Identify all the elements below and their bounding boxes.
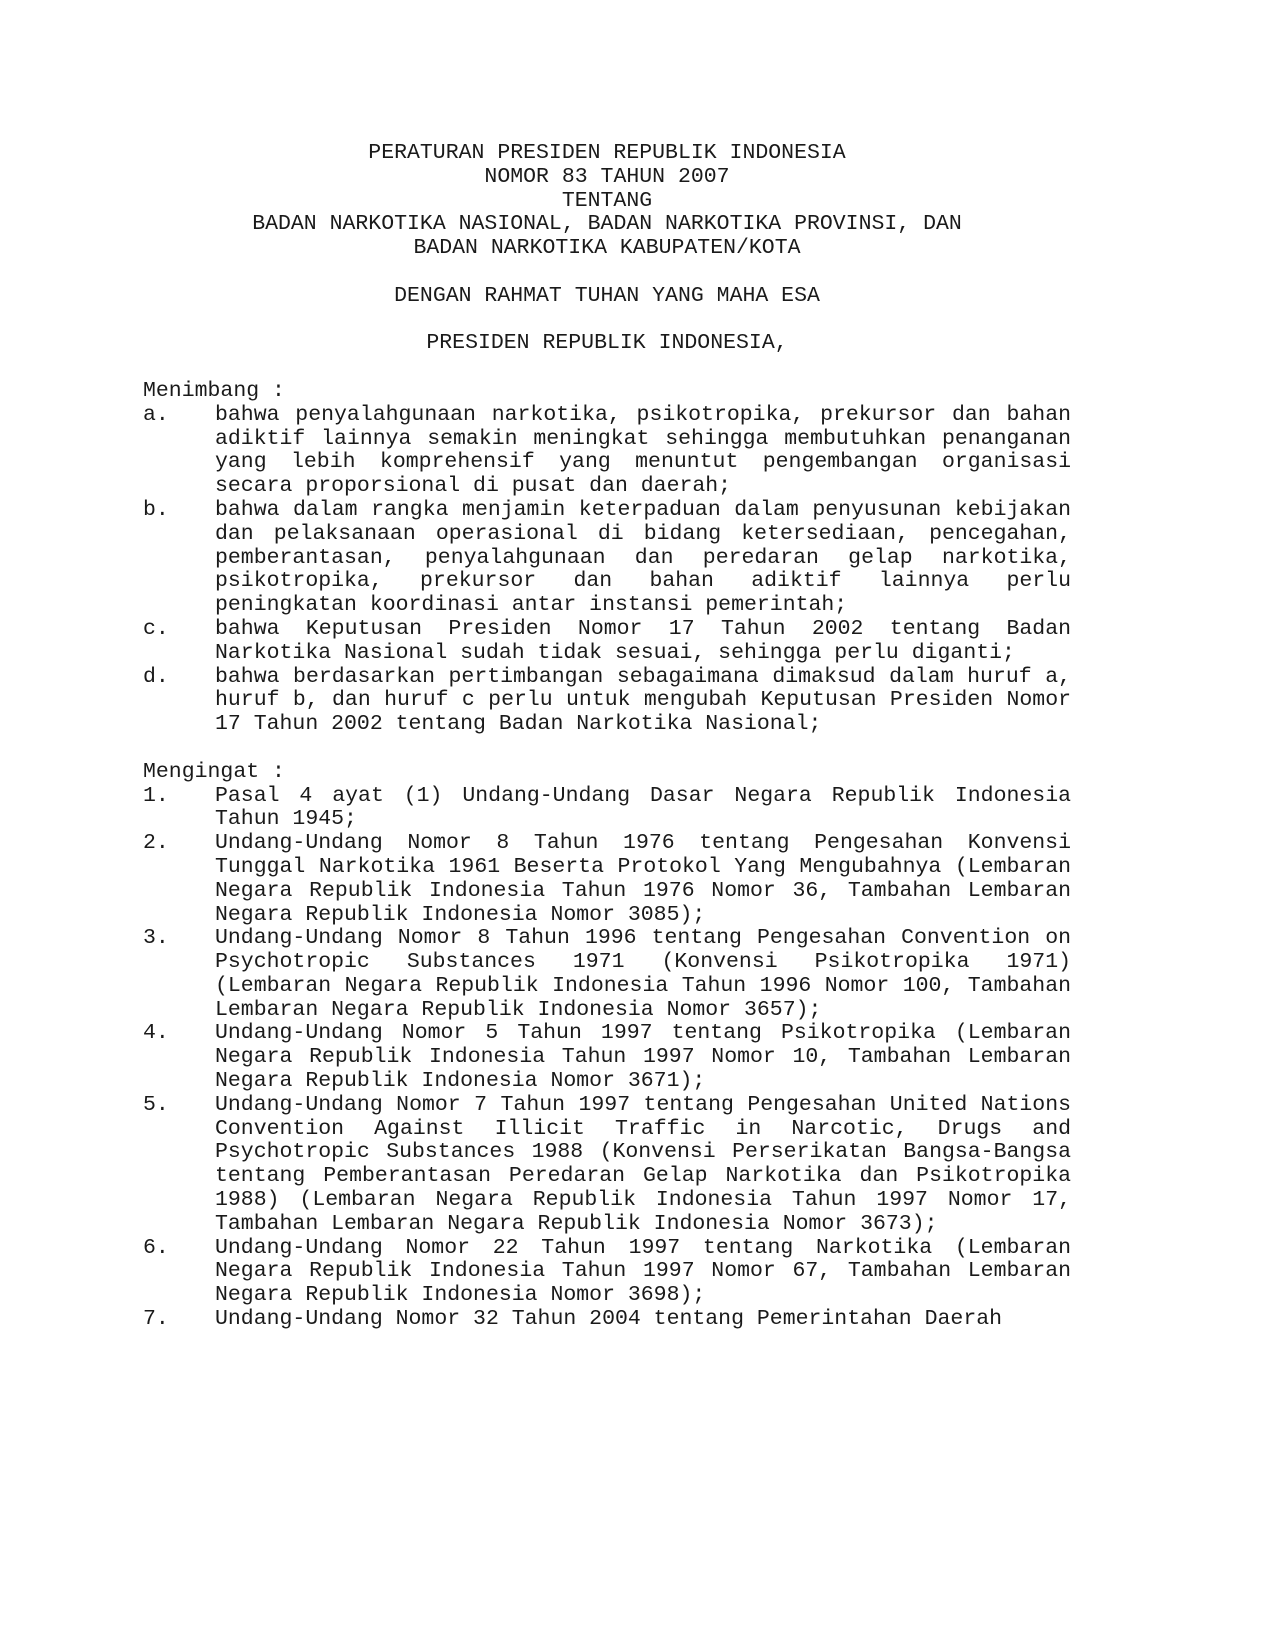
consideration-item xyxy=(143,499,1071,618)
item-marker: 2. xyxy=(143,831,169,856)
item-marker: 6. xyxy=(143,1235,169,1260)
legal-basis-list xyxy=(143,785,1071,1332)
item-text: Undang-Undang Nomor 7 Tahun 1997 tentang Pengesahan United Nations Convention Against Illicit Traffic in Narcotic, Drugs and Psychotropic Substances 1988 (Konvensi Perserikatan Bangsa-Bangsa tentang Pemberantasan Peredaran Gelap Narkotika dan Psikotropika 1988) (Lembaran Negara Republik Indonesia Tahun 1997 Nomor 17, Tambahan Lembaran Negara Republik Indonesia Nomor 3673); xyxy=(215,1092,1071,1236)
section-label: Mengingat : xyxy=(143,759,285,784)
legal-basis-item xyxy=(143,832,1071,927)
item-marker: 4. xyxy=(143,1021,169,1046)
subject-line-1: BADAN NARKOTIKA NASIONAL, BADAN NARKOTIKA PROVINSI, DAN xyxy=(252,212,962,237)
item-text: Pasal 4 ayat (1) Undang-Undang Dasar Negara Republik Indonesia Tahun 1945; xyxy=(215,783,1071,832)
item-marker: d. xyxy=(143,664,169,689)
item-text: Undang-Undang Nomor 8 Tahun 1996 tentang Pengesahan Convention on Psychotropic Substances 1971 (Konvensi Psikotropika 1971) (Lembaran Negara Republik Indonesia Tahun 1996 Nomor 100, Tambahan Lembaran Negara Republik Indonesia Nomor 3657); xyxy=(215,926,1071,1022)
legal-basis-item xyxy=(143,927,1071,1022)
item-text: bahwa penyalahgunaan narkotika, psikotropika, prekursor dan bahan adiktif lainnya semakin meningkat sehingga membutuhkan penanganan yang lebih komprehensif yang menuntut pengembangan organisasi secara proporsional di pusat dan daerah; xyxy=(215,402,1071,499)
item-marker: a. xyxy=(143,402,169,427)
considerations-list xyxy=(143,404,1071,737)
mengingat-section xyxy=(143,761,1071,1332)
item-text: Undang-Undang Nomor 22 Tahun 1997 tentang Narkotika (Lembaran Negara Republik Indonesia Tahun 1997 Nomor 67, Tambahan Lembaran Negara Republik Indonesia Nomor 3698); xyxy=(215,1235,1071,1308)
legal-basis-item xyxy=(143,1237,1071,1308)
item-text: Undang-Undang Nomor 32 Tahun 2004 tentang Pemerintahan Daerah xyxy=(215,1307,1003,1332)
menimbang-section xyxy=(143,380,1071,737)
subject-line-2: BADAN NARKOTIKA KABUPATEN/KOTA xyxy=(413,236,801,261)
item-marker: 7. xyxy=(143,1307,169,1332)
legal-basis-item xyxy=(143,1308,1071,1332)
item-text: bahwa berdasarkan pertimbangan sebagaimana dimaksud dalam huruf a, huruf b, dan huruf c perlu untuk mengubah Keputusan Presiden Nomor 17 Tahun 2002 tentang Badan Narkotika Nasional; xyxy=(215,664,1071,737)
legal-basis-item xyxy=(143,1094,1071,1237)
consideration-item xyxy=(143,404,1071,499)
about-label: TENTANG xyxy=(561,188,653,213)
legal-basis-item xyxy=(143,785,1071,833)
item-text: Undang-Undang Nomor 8 Tahun 1976 tentang Pengesahan Konvensi Tunggal Narkotika 1961 Beserta Protokol Yang Mengubahnya (Lembaran Negara Republik Indonesia Tahun 1976 Nomor 36, Tambahan Lembaran Negara Republik Indonesia Nomor 3085); xyxy=(215,831,1071,927)
legal-basis-item xyxy=(143,1022,1071,1093)
item-marker: c. xyxy=(143,616,169,641)
section-label: Menimbang : xyxy=(143,378,285,403)
issuer: PRESIDEN REPUBLIK INDONESIA, xyxy=(426,331,788,356)
item-text: bahwa dalam rangka menjamin keterpaduan dalam penyusunan kebijakan dan pelaksanaan operasional di bidang ketersediaan, pencegahan, pemberantasan, penyalahgunaan dan peredaran gelap narkotika, psikotropika, prekursor dan bahan adiktif lainnya perlu peningkatan koordinasi antar instansi pemerintah; xyxy=(215,497,1071,618)
document-page xyxy=(143,142,1071,1332)
regulation-number: NOMOR 83 TAHUN 2007 xyxy=(484,164,730,189)
item-marker: 5. xyxy=(143,1092,169,1117)
document-header xyxy=(143,142,1071,356)
title-line: PERATURAN PRESIDEN REPUBLIK INDONESIA xyxy=(368,141,846,165)
item-text: bahwa Keputusan Presiden Nomor 17 Tahun 2002 tentang Badan Narkotika Nasional sudah tidak sesuai, sehingga perlu diganti; xyxy=(215,616,1071,665)
item-marker: 1. xyxy=(143,783,169,808)
item-text: Undang-Undang Nomor 5 Tahun 1997 tentang Psikotropika (Lembaran Negara Republik Indonesia Tahun 1997 Nomor 10, Tambahan Lembaran Negara Republik Indonesia Nomor 3671); xyxy=(215,1021,1071,1094)
invocation: DENGAN RAHMAT TUHAN YANG MAHA ESA xyxy=(394,283,820,308)
consideration-item xyxy=(143,666,1071,737)
item-marker: 3. xyxy=(143,926,169,951)
item-marker: b. xyxy=(143,497,169,522)
consideration-item xyxy=(143,618,1071,666)
